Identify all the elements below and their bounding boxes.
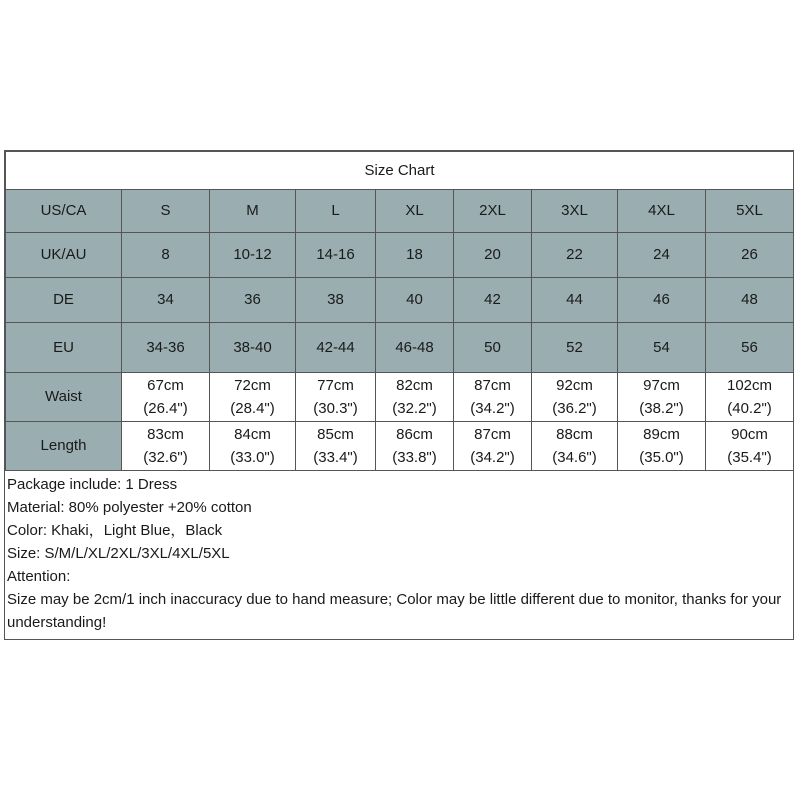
cm-value: 97cm xyxy=(643,377,680,394)
size-cell: S xyxy=(122,190,210,233)
title-row xyxy=(6,152,794,190)
table-cell: 44 xyxy=(532,278,618,323)
table-cell: 36 xyxy=(210,278,296,323)
table-cell: 8 xyxy=(122,233,210,278)
size-chart-document xyxy=(4,150,794,640)
table-cell xyxy=(532,422,618,471)
table-cell xyxy=(122,373,210,422)
table-cell xyxy=(618,373,706,422)
inch-value: (36.2") xyxy=(552,400,597,417)
inch-value: (33.0") xyxy=(230,449,275,466)
table-cell: 20 xyxy=(454,233,532,278)
size-cell: 3XL xyxy=(532,190,618,233)
size-header-row xyxy=(6,190,794,233)
table-cell: 54 xyxy=(618,323,706,373)
table-row-eu xyxy=(6,323,794,373)
inch-value: (33.8") xyxy=(392,449,437,466)
row-label-length: Length xyxy=(6,422,122,471)
table-cell: 38 xyxy=(296,278,376,323)
table-row-waist xyxy=(6,373,794,422)
cm-value: 85cm xyxy=(317,426,354,443)
row-label-waist: Waist xyxy=(6,373,122,422)
table-cell xyxy=(296,373,376,422)
size-cell: 2XL xyxy=(454,190,532,233)
table-cell xyxy=(210,422,296,471)
cm-value: 77cm xyxy=(317,377,354,394)
cm-value: 67cm xyxy=(147,377,184,394)
size-cell: M xyxy=(210,190,296,233)
table-cell xyxy=(454,373,532,422)
table-cell xyxy=(532,373,618,422)
inch-value: (35.0") xyxy=(639,449,684,466)
cm-value: 84cm xyxy=(234,426,271,443)
table-cell: 22 xyxy=(532,233,618,278)
disclaimer-text: Size may be 2cm/1 inch inaccuracy due to hand measure; Color may be little different due to monitor, thanks for your understanding! xyxy=(7,591,782,631)
cm-value: 88cm xyxy=(556,426,593,443)
inch-value: (32.6") xyxy=(143,449,188,466)
table-row-uk-au xyxy=(6,233,794,278)
table-cell xyxy=(454,422,532,471)
table-cell: 52 xyxy=(532,323,618,373)
cm-value: 83cm xyxy=(147,426,184,443)
cm-value: 86cm xyxy=(396,426,433,443)
cm-value: 90cm xyxy=(731,426,768,443)
row-label-eu: EU xyxy=(6,323,122,373)
table-cell xyxy=(376,422,454,471)
table-cell: 18 xyxy=(376,233,454,278)
inch-value: (32.2") xyxy=(392,400,437,417)
inch-value: (28.4") xyxy=(230,400,275,417)
inch-value: (33.4") xyxy=(313,449,358,466)
row-label-de: DE xyxy=(6,278,122,323)
table-cell: 40 xyxy=(376,278,454,323)
table-cell: 34-36 xyxy=(122,323,210,373)
color-text: Color: Khaki，Light Blue，Black xyxy=(7,522,223,539)
table-cell: 48 xyxy=(706,278,794,323)
table-cell xyxy=(706,422,794,471)
row-label-uk-au: UK/AU xyxy=(6,233,122,278)
table-cell xyxy=(210,373,296,422)
table-row-length xyxy=(6,422,794,471)
product-notes xyxy=(7,473,791,634)
inch-value: (34.6") xyxy=(552,449,597,466)
table-cell xyxy=(706,373,794,422)
size-cell: XL xyxy=(376,190,454,233)
table-cell xyxy=(376,373,454,422)
cm-value: 102cm xyxy=(726,377,773,394)
table-cell: 26 xyxy=(706,233,794,278)
row-label-us-ca: US/CA xyxy=(6,190,122,233)
table-cell: 10-12 xyxy=(210,233,296,278)
cm-value: 89cm xyxy=(643,426,680,443)
table-cell: 42-44 xyxy=(296,323,376,373)
inch-value: (35.4") xyxy=(727,449,772,466)
size-list-text: Size: S/M/L/XL/2XL/3XL/4XL/5XL xyxy=(7,545,230,562)
table-cell: 50 xyxy=(454,323,532,373)
inch-value: (34.2") xyxy=(470,449,515,466)
table-cell xyxy=(122,422,210,471)
table-cell xyxy=(296,422,376,471)
inch-value: (26.4") xyxy=(143,400,188,417)
chart-title: Size Chart xyxy=(6,152,794,190)
inch-value: (40.2") xyxy=(727,400,772,417)
inch-value: (38.2") xyxy=(639,400,684,417)
size-cell: L xyxy=(296,190,376,233)
table-cell: 46-48 xyxy=(376,323,454,373)
cm-value: 72cm xyxy=(234,377,271,394)
size-cell: 5XL xyxy=(706,190,794,233)
table-row-de xyxy=(6,278,794,323)
material-text: Material: 80% polyester +20% cotton xyxy=(7,499,252,516)
table-cell: 42 xyxy=(454,278,532,323)
attention-heading: Attention: xyxy=(7,568,71,585)
size-chart-table xyxy=(5,151,794,471)
table-cell xyxy=(618,422,706,471)
table-cell: 24 xyxy=(618,233,706,278)
table-cell: 14-16 xyxy=(296,233,376,278)
cm-value: 87cm xyxy=(474,377,511,394)
table-cell: 34 xyxy=(122,278,210,323)
table-cell: 38-40 xyxy=(210,323,296,373)
cm-value: 82cm xyxy=(396,377,433,394)
table-cell: 46 xyxy=(618,278,706,323)
inch-value: (34.2") xyxy=(470,400,515,417)
cm-value: 87cm xyxy=(474,426,511,443)
package-include-text: Package include: 1 Dress xyxy=(7,476,178,493)
size-cell: 4XL xyxy=(618,190,706,233)
inch-value: (30.3") xyxy=(313,400,358,417)
cm-value: 92cm xyxy=(556,377,593,394)
table-cell: 56 xyxy=(706,323,794,373)
